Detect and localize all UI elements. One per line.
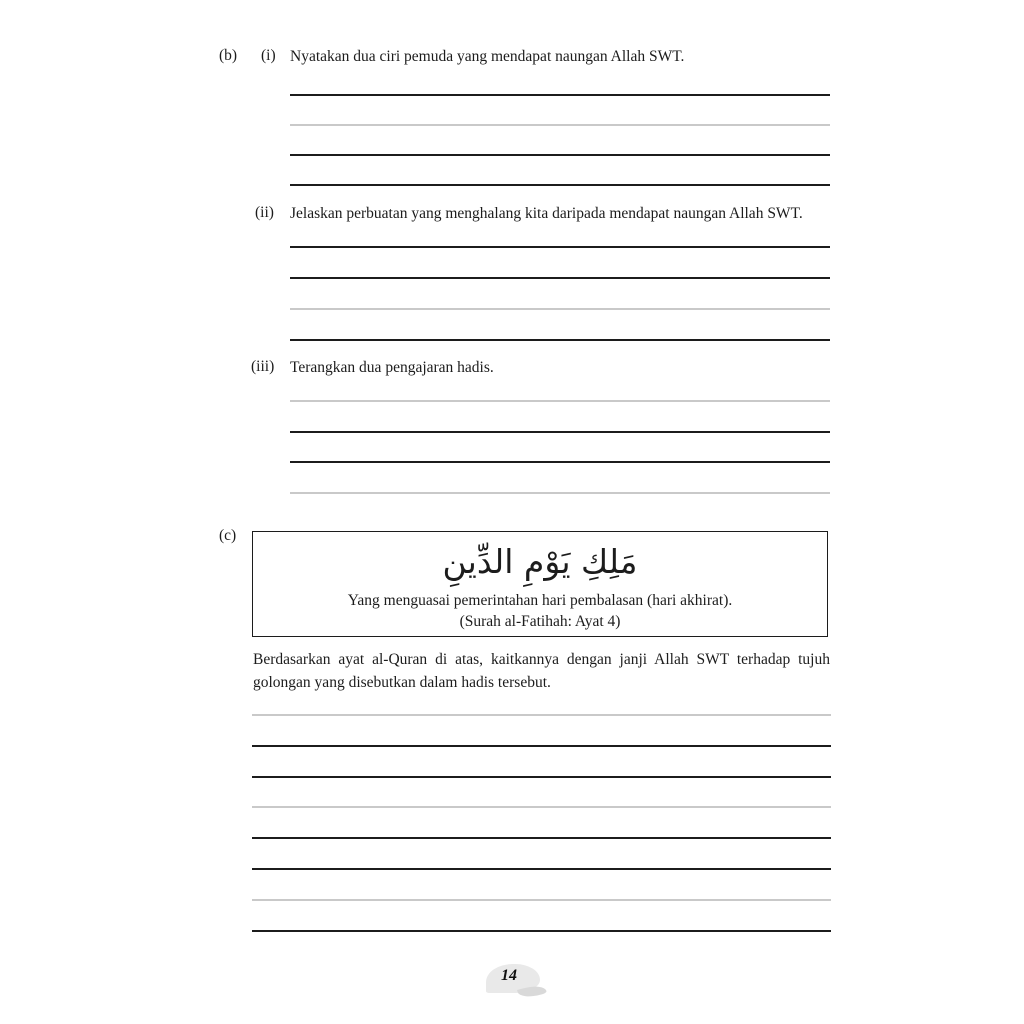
quran-quote-box [252,531,828,637]
subquestion-i-label: (i) [261,47,276,64]
answer-line [252,837,831,839]
subquestion-i-text: Nyatakan dua ciri pemuda yang mendapat naungan Allah SWT. [290,48,685,65]
answer-line [290,124,830,126]
question-c-label: (c) [219,527,237,544]
answer-line [290,154,830,156]
arabic-verse: مَلِكِ يَوْمِ الدِّينِ [442,542,638,581]
subquestion-iii-answer-lines [290,400,830,523]
answer-line [290,308,830,310]
page-number: 14 [501,967,517,984]
answer-line [290,339,830,341]
subquestion-ii-answer-lines [290,246,830,370]
question-c-instruction: Berdasarkan ayat al-Quran di atas, kaitkannya dengan janji Allah SWT terhadap tujuh golongan yang disebutkan dalam hadis tersebut. [253,651,830,691]
answer-line [290,461,830,463]
subquestion-iii-text: Terangkan dua pengajaran hadis. [290,359,494,376]
answer-line [290,400,830,402]
answer-line [290,431,830,433]
page-number-badge [486,962,550,1002]
subquestion-ii-text: Jelaskan perbuatan yang menghalang kita daripada mendapat naungan Allah SWT. [290,205,803,222]
answer-line [290,277,830,279]
question-c-answer-lines [252,714,831,960]
answer-line [252,868,831,870]
subquestion-ii-label: (ii) [255,204,274,221]
answer-line [290,184,830,186]
answer-line [252,930,831,932]
answer-line [290,492,830,494]
verse-reference: (Surah al-Fatihah: Ayat 4) [459,613,621,630]
answer-line [290,94,830,96]
verse-translation: Yang menguasai pemerintahan hari pembalasan (hari akhirat). [347,592,733,609]
answer-line [252,806,831,808]
answer-line [252,899,831,901]
answer-line [252,745,831,747]
answer-line [252,714,831,716]
answer-line [290,246,830,248]
subquestion-i-answer-lines [290,94,830,214]
answer-line [252,776,831,778]
question-b-label: (b) [219,47,238,64]
subquestion-iii-label: (iii) [251,358,275,375]
